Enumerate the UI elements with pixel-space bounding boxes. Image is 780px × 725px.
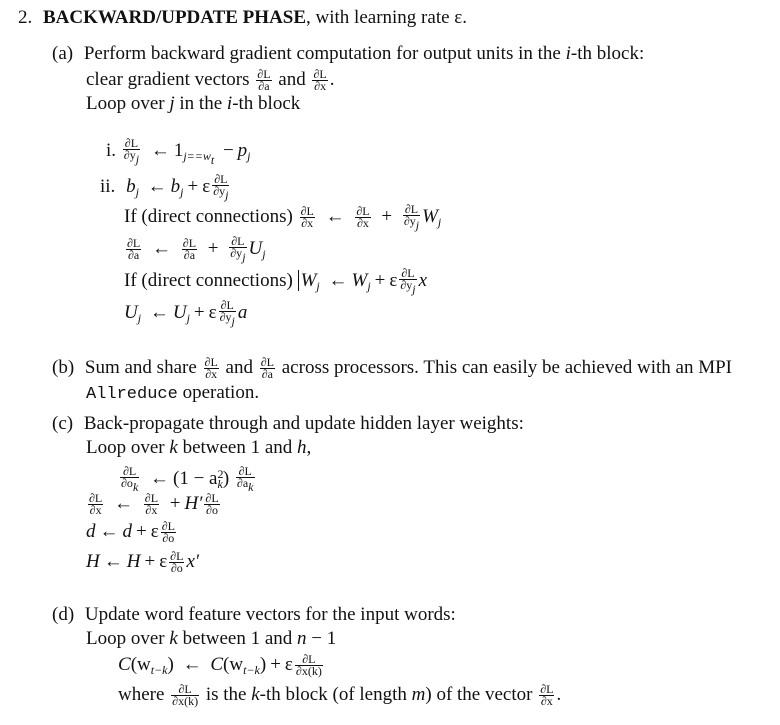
section-number: 2. xyxy=(18,7,33,28)
item-a-text-end: -th block: xyxy=(570,43,645,64)
dl-dx-hidden-equation: $\frac{\partial L}{\partial x}$ ← $\frac{\partial L}{\partial x}$ + H′ $\frac{\partial L}{\partial o}$ xyxy=(89,491,219,518)
item-b-line1: (b) Sum and share $\frac{\partial L}{\partial x}$ and $\frac{\partial L}{\partial a}$ across processors. This can easily be achieved with an MPI xyxy=(52,355,732,382)
item-a-loop: Loop over j in the i-th block xyxy=(86,93,301,114)
d-update-equation: d ← d + ε $\frac{\partial L}{\partial o}$ xyxy=(86,519,175,546)
c-update-equation: $C(w_{t-k})$ ← $C(w_{t-k}) + \varepsilon$ $\frac{\partial L}{\partial x(k)}$ xyxy=(118,652,322,679)
item-c-line1: (c) Back-propagate through and update hidden layer weights: xyxy=(52,413,524,434)
step-i-equation: i. $\frac{\partial L}{\partial y_j}$ ← $1_{j==w_t} - p_j$ xyxy=(106,136,251,167)
step-ii-equation: ii. $b_j$ ← $b_j + \varepsilon$ $\frac{\partial L}{\partial y_j}$ xyxy=(100,172,229,202)
item-d-loop: Loop over k between 1 and n − 1 xyxy=(86,628,337,649)
item-a-text: Perform backward gradient computation for output units in the xyxy=(83,43,566,64)
direct-conn-w-equation: If (direct connections) $W_j$ ← $W_j + \varepsilon$ $\frac{\partial L}{\partial y_j}$ x xyxy=(124,266,428,296)
item-b-line2: Allreduce operation. xyxy=(86,382,260,404)
item-a-clear-text: clear gradient vectors xyxy=(86,69,250,90)
allreduce-code: Allreduce xyxy=(86,385,178,404)
a-update-equation: $\frac{\partial L}{\partial a}$ ← $\frac{\partial L}{\partial a}$ + $\frac{\partial L}{\partial y_j}$ $U_j$ xyxy=(127,234,266,264)
item-a-line2: clear gradient vectors $\frac{\partial L}{\partial a}$ and $\frac{\partial L}{\partial x}$ . xyxy=(86,67,335,94)
section-title: BACKWARD/UPDATE PHASE xyxy=(43,7,307,28)
step-i-label: i. xyxy=(106,139,117,161)
item-d-label: (d) xyxy=(52,604,75,625)
if-direct-label: If (direct connections) xyxy=(124,205,293,227)
frac-dl-dx: $\frac{\partial L}{\partial x}$ xyxy=(313,67,327,94)
item-c-loop: Loop over k between 1 and h, xyxy=(86,437,312,458)
item-d-where: where $\frac{\partial L}{\partial x(k)}$ is the k-th block (of length m) of the vector $\frac{\partial L}{\partial x}$ . xyxy=(118,682,562,709)
item-d-line1: (d) Update word feature vectors for the input words: xyxy=(52,604,456,625)
item-a-line1 xyxy=(52,42,644,66)
and-word: and xyxy=(278,69,306,90)
h-update-equation: H ← H + ε $\frac{\partial L}{\partial o}$ x′ xyxy=(86,549,200,576)
loop-text: Loop over xyxy=(86,93,170,114)
dl-dok-equation: $\frac{\partial L}{\partial o_k}$ ← $(1 - a^2_k)$ $\frac{\partial L}{\partial a_k}$ xyxy=(121,464,254,495)
direct-conn-x-equation: If (direct connections) $\frac{\partial L}{\partial x}$ ← $\frac{\partial L}{\partial x}$ + $\frac{\partial L}{\partial y_j}$ $W_j$ xyxy=(124,202,442,232)
item-a-label: (a) xyxy=(52,43,74,64)
u-update-equation: $U_j$ ← $U_j + \varepsilon$ $\frac{\partial L}{\partial y_j}$ a xyxy=(124,298,248,328)
frac-dl-dyj: $\frac{\partial L}{\partial y_j}$ xyxy=(123,136,140,166)
item-c-label: (c) xyxy=(52,413,74,434)
section-heading xyxy=(18,6,467,30)
frac-dl-da: $\frac{\partial L}{\partial a}$ xyxy=(257,67,271,94)
step-ii-label: ii. xyxy=(100,175,116,197)
var-i: i xyxy=(565,43,571,64)
item-b-label: (b) xyxy=(52,357,75,378)
section-suffix: , with learning rate ε. xyxy=(306,7,468,28)
